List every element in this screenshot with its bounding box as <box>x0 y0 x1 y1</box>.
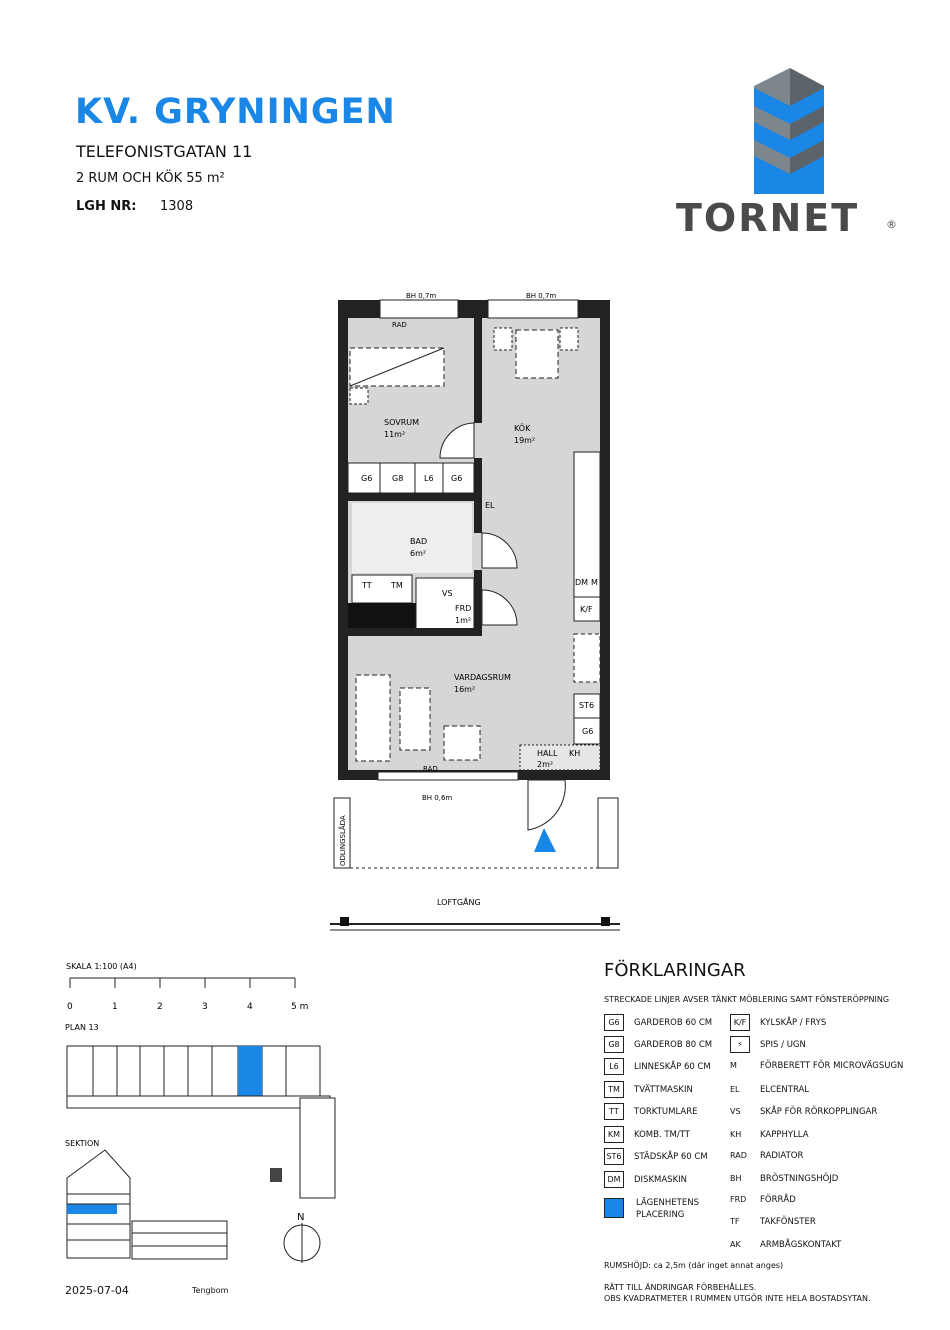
north-label: N <box>297 1212 305 1223</box>
logo-wordmark: TORNET <box>676 196 860 240</box>
odlingslada-label: ODLINGSLÅDA <box>339 815 347 866</box>
bh-label-right: BH 0,7m <box>526 292 557 300</box>
legend-item: L6 LINNESKÅP 60 CM <box>604 1058 711 1075</box>
legend-item: BH BRÖSTNINGSHÖJD <box>730 1174 839 1184</box>
room-name-frd: FRD <box>455 604 472 613</box>
room-name-hall: HALL <box>537 749 558 758</box>
apartment-number-label: LGH NR: <box>76 199 137 214</box>
m-label: M <box>591 578 598 587</box>
legend-item: KH KAPPHYLLA <box>730 1130 809 1140</box>
apartment-size: 2 RUM OCH KÖK 55 m² <box>76 171 225 186</box>
room-name-vardagsrum: VARDAGSRUM <box>454 673 511 682</box>
legend-item: EL ELCENTRAL <box>730 1085 810 1095</box>
room-area-bad: 6m² <box>410 549 427 558</box>
scale-label: SKALA 1:100 (A4) <box>66 962 137 971</box>
legend-item: DM DISKMASKIN <box>604 1171 687 1188</box>
room-name-kok: KÖK <box>514 424 531 433</box>
kh-label: KH <box>569 749 581 758</box>
section-label: SEKTION <box>65 1139 100 1148</box>
registered-mark: ® <box>886 218 897 231</box>
legend-item: ⚡ SPIS / UGN <box>730 1036 806 1053</box>
scale-tick: 5 m <box>291 1002 309 1012</box>
legend-item: K/F KYLSKÅP / FRYS <box>730 1014 826 1031</box>
legend-item: ST6 STÄDSKÅP 60 CM <box>604 1148 708 1165</box>
scale-tick: 0 <box>67 1002 73 1012</box>
room-name-bad: BAD <box>410 537 428 546</box>
tm-label: TM <box>391 581 403 590</box>
scale-tick: 4 <box>247 1002 253 1012</box>
architect: Tengbom <box>192 1286 229 1295</box>
key-plan <box>60 1018 350 1278</box>
scale-tick: 2 <box>157 1002 163 1012</box>
room-area-kok: 19m² <box>514 436 536 445</box>
radiator-label-top: RAD <box>392 321 407 329</box>
legend-item: FRD FÖRRÅD <box>730 1195 796 1205</box>
legend-item: VS SKÅP FÖR RÖRKOPPLINGAR <box>730 1107 878 1117</box>
street-address: TELEFONISTGATAN 11 <box>76 142 253 161</box>
scale-tick: 3 <box>202 1002 208 1012</box>
bh-label-bottom: BH 0,6m <box>422 794 453 802</box>
g6-hall-label: G6 <box>582 727 594 736</box>
stove-icon: ⚡ <box>730 1036 750 1053</box>
room-area-sovrum: 11m² <box>384 430 406 439</box>
area-note: OBS KVADRATMETER I RUMMEN UTGÖR INTE HELA BOSTADSYTAN. <box>604 1294 871 1303</box>
room-area-vardagsrum: 16m² <box>454 685 476 694</box>
legend-item: TF TAKFÖNSTER <box>730 1217 816 1227</box>
kf-label: K/F <box>580 605 593 614</box>
loftgang-label: LOFTGÅNG <box>437 898 481 907</box>
wardrobe-label: L6 <box>424 474 434 483</box>
legend-item: M FÖRBERETT FÖR MICROVÄGSUGN <box>730 1061 904 1071</box>
st6-label: ST6 <box>579 701 595 710</box>
legend-item: G8 GARDEROB 80 CM <box>604 1036 712 1053</box>
room-name-sovrum: SOVRUM <box>384 418 420 427</box>
scale-tick: 1 <box>112 1002 118 1012</box>
apartment-number: 1308 <box>160 199 194 214</box>
tt-label: TT <box>362 581 372 590</box>
el-label: EL <box>485 501 495 510</box>
radiator-label-bottom: RAD <box>423 765 438 773</box>
legend-item: RAD RADIATOR <box>730 1151 804 1161</box>
scale-bar <box>60 958 320 1018</box>
room-area-frd: 1m² <box>455 616 472 625</box>
dm-label: DM <box>575 578 589 587</box>
placement-label: LÄGENHETENS PLACERING <box>636 1198 699 1220</box>
legend-item: TM TVÄTTMASKIN <box>604 1081 693 1098</box>
wardrobe-label: G8 <box>392 474 404 483</box>
wardrobe-label: G6 <box>451 474 463 483</box>
room-height-note: RUMSHÖJD: ca 2,5m (där inget annat anges) <box>604 1261 784 1270</box>
legend-subtitle: STRECKADE LINJER AVSER TÄNKT MÖBLERING SAMT FÖNSTERÖPPNING <box>604 995 890 1004</box>
changes-note: RÄTT TILL ÄNDRINGAR FÖRBEHÅLLES. <box>604 1283 757 1292</box>
legend-title: FÖRKLARINGAR <box>604 960 746 981</box>
placement-swatch <box>604 1198 624 1218</box>
legend-item: KM KOMB. TM/TT <box>604 1126 690 1143</box>
project-title: KV. GRYNINGEN <box>75 92 396 132</box>
bh-label-left: BH 0,7m <box>406 292 437 300</box>
room-area-hall: 2m² <box>537 760 554 769</box>
legend-item: TT TORKTUMLARE <box>604 1103 697 1120</box>
document-date: 2025-07-04 <box>65 1284 129 1297</box>
wardrobe-label: G6 <box>361 474 373 483</box>
legend-item: AK ARMBÅGSKONTAKT <box>730 1240 842 1250</box>
plan-label: PLAN 13 <box>65 1023 99 1032</box>
legend-item: G6 GARDEROB 60 CM <box>604 1014 712 1031</box>
vs-label: VS <box>442 589 453 598</box>
